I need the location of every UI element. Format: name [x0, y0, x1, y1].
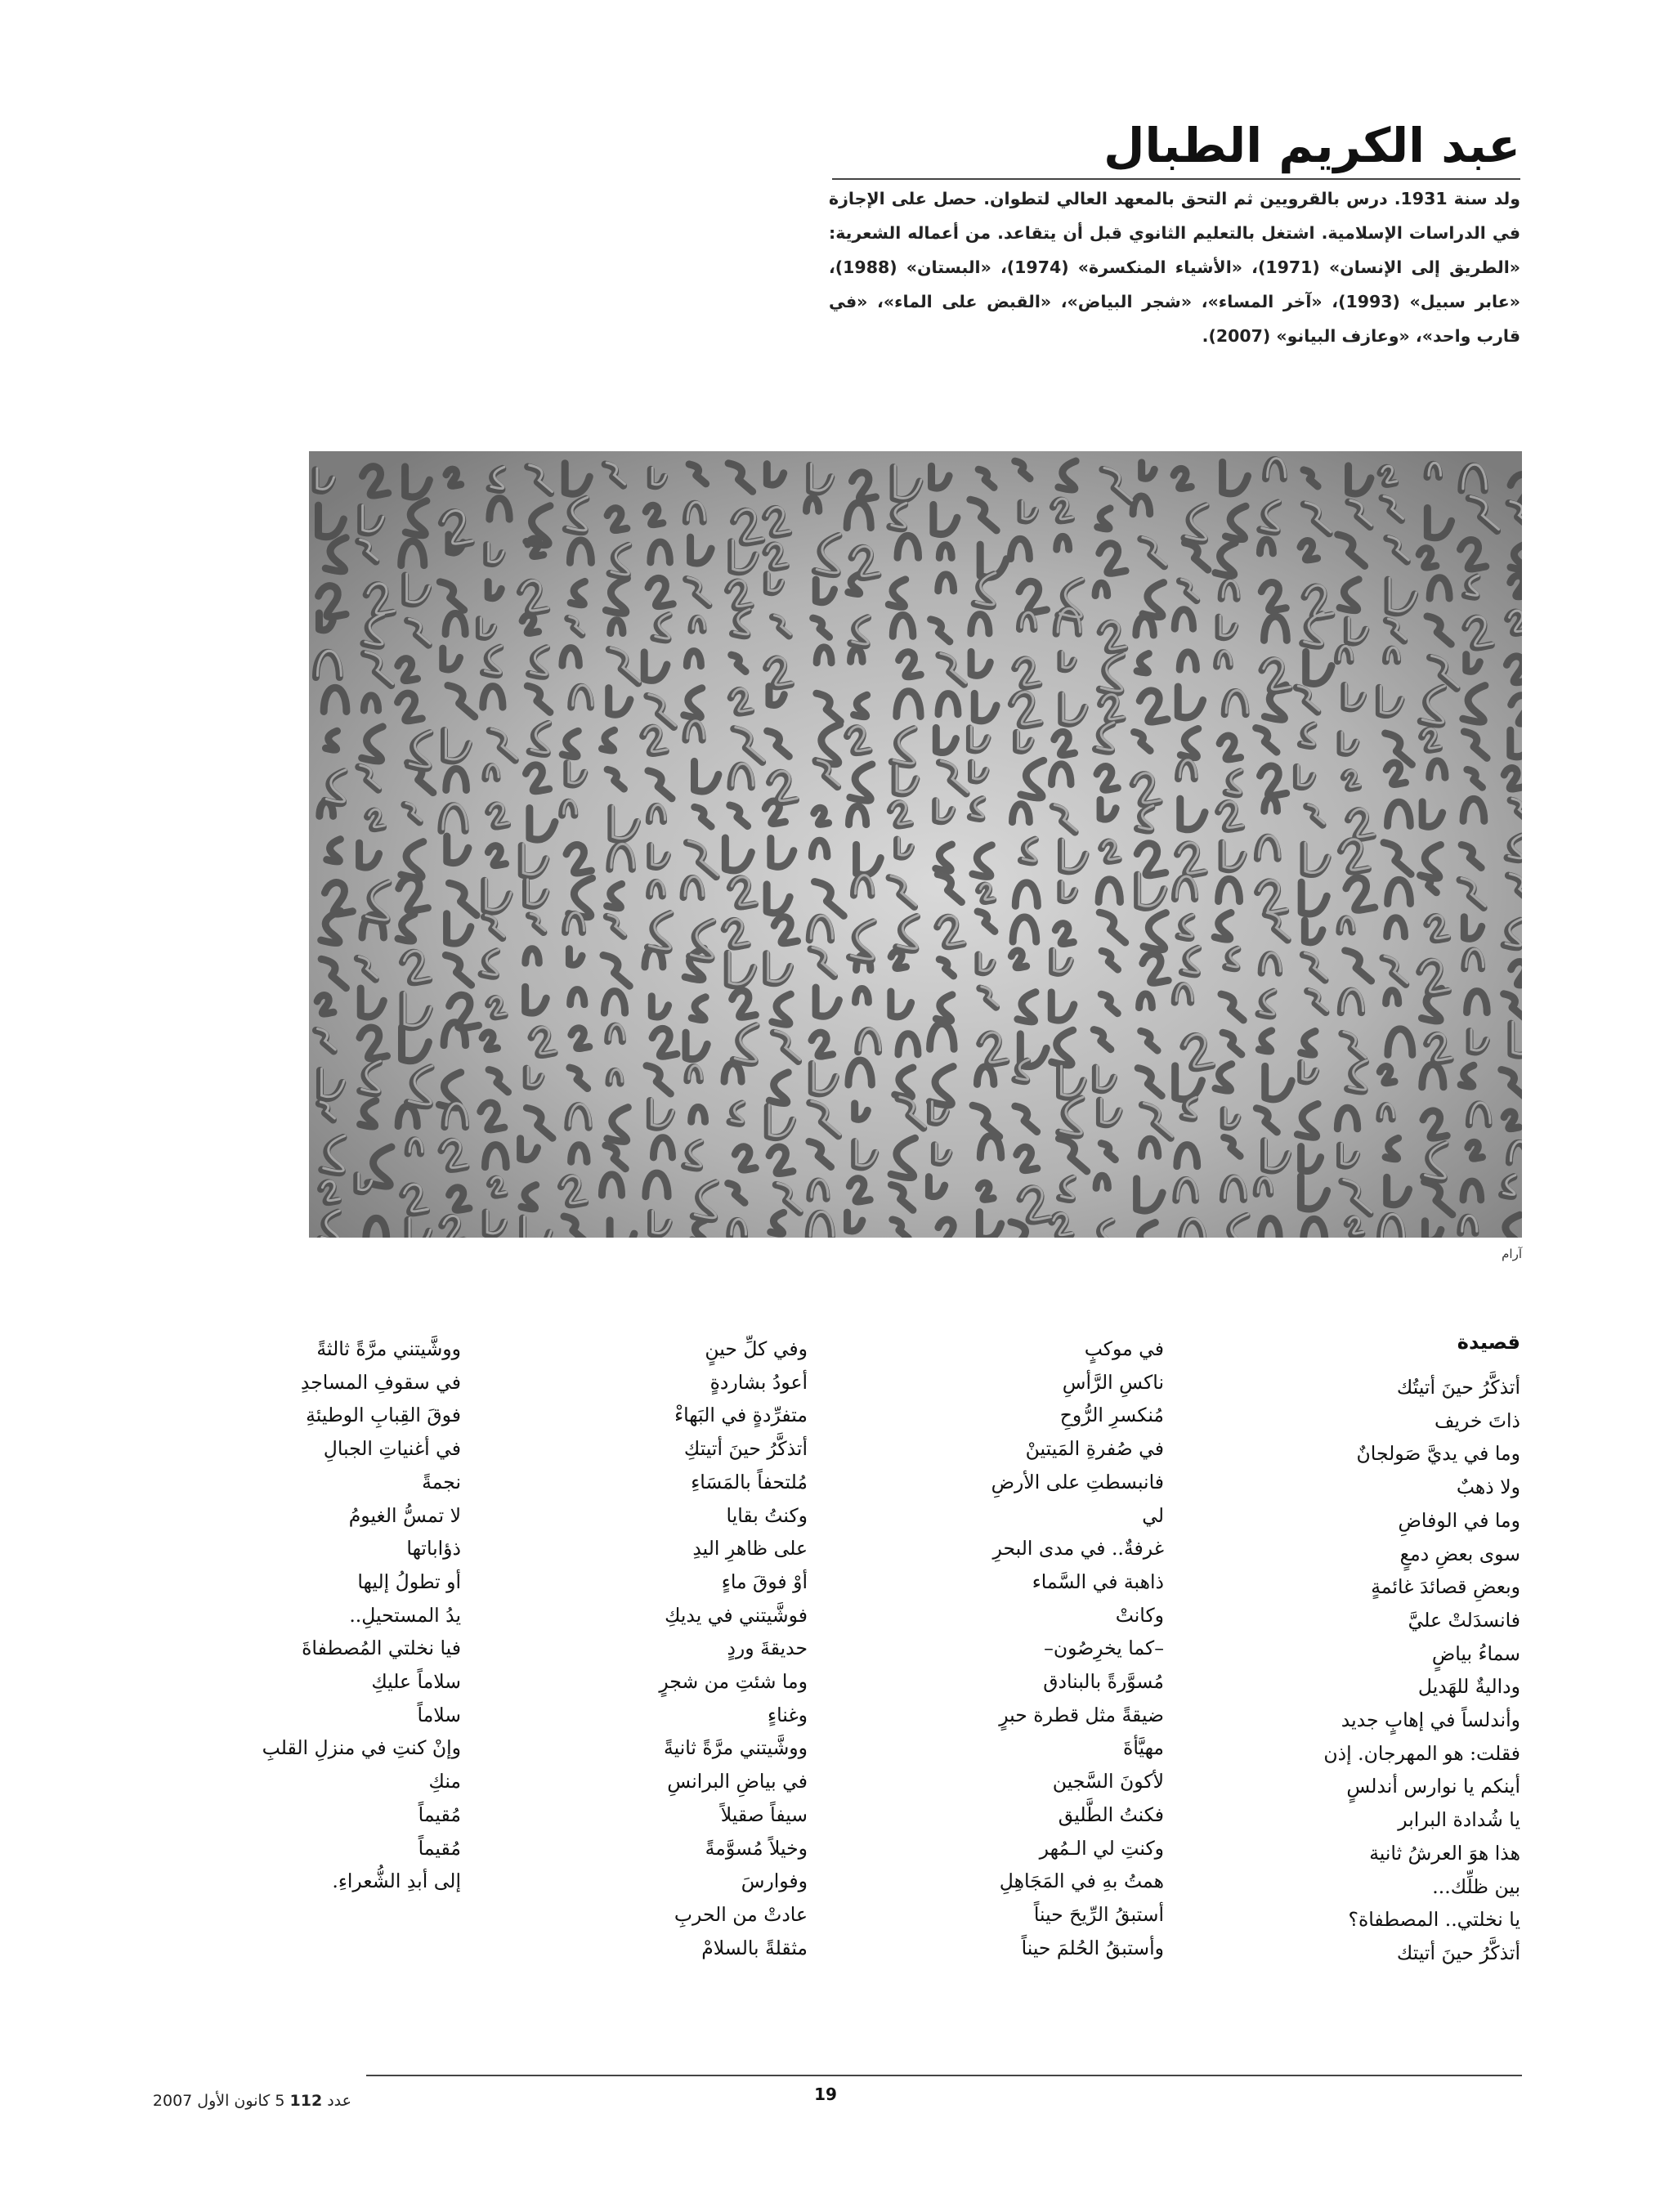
poem-line: لأكونَ السَّجين [1052, 1770, 1164, 1793]
poem-line: فوشَّيتني في يديكِ [665, 1603, 808, 1627]
poem-line: همتُ بهِ في المَجَاهِلِ [999, 1869, 1164, 1893]
poem-line: لا تمسُّ الغيومُ [348, 1503, 461, 1527]
poem-line: في موكبٍ [1084, 1337, 1164, 1360]
poem-line: مُقيماً [418, 1836, 461, 1860]
poem-line: يدُ المستحيلِ.. [349, 1603, 461, 1627]
poem-line: أتذكَّرُ حينَ أتيتكِ [683, 1437, 808, 1461]
artwork-caption: آرام [1502, 1247, 1522, 1261]
author-name: عبد الكريم الطبال [1103, 118, 1520, 173]
poem-line: متفرِّدةٍ في البَهاءْ [674, 1404, 808, 1427]
poem-line: أو تطولُ إليها [357, 1569, 461, 1593]
poem-line: وأستبقُ الحُلمَ حيناً [1021, 1936, 1164, 1959]
page-number: 19 [814, 2084, 837, 2104]
poem-line: مهيَّأةَ [1123, 1736, 1164, 1760]
poem-line: وما في يديَّ صَولجانٌ [1356, 1442, 1520, 1466]
poem-line: ناكسِ الرَّأسِ [1062, 1370, 1164, 1394]
poem-line: ذاهبة في السَّماء [1032, 1569, 1164, 1593]
poem-line: أوْ فوقَ ماءٍ [721, 1569, 808, 1593]
poem-line: حديقةَ وردٍ [727, 1637, 808, 1660]
issue-number: 112 [289, 2092, 323, 2110]
poem-line: وكنتُ بقايا [726, 1503, 808, 1527]
poem-line: فقلت: هو المهرجان. إذن [1323, 1741, 1520, 1765]
poem-line: عادتْ من الحربِ [674, 1902, 808, 1926]
poem-line: ذاتَ خريف [1435, 1408, 1520, 1432]
poem-line: –كما يخرِصُون– [1044, 1637, 1164, 1660]
calligraphy-artwork [309, 451, 1522, 1238]
poem-line: أتذكَّرُ حينَ أتيتك [1396, 1941, 1520, 1964]
poem-line: وغناءٍ [768, 1703, 808, 1726]
poem-line: في سقوفِ المساجدِ [300, 1370, 461, 1394]
poem-line: مُلتحفاً بالمَسَاءِ [691, 1470, 808, 1493]
calligraphy-stroke [814, 808, 829, 824]
poem-line: مُسوَّرةً بالبنادق [1043, 1670, 1164, 1694]
poem-line: ولا ذهبٌ [1456, 1475, 1520, 1499]
calligraphy-stroke [1380, 1067, 1394, 1083]
poem-column-4 [191, 1332, 461, 1898]
poem-line: ذؤاباتها [406, 1537, 461, 1560]
poem-line: وداليةٌ للهَديل [1417, 1675, 1520, 1699]
poem-line: وفوارسَ [741, 1869, 808, 1893]
poem-column-3 [538, 1332, 808, 1964]
poem-line: في بياضِ البرانسِ [667, 1770, 808, 1793]
poem-line: سلاماً عليكِ [371, 1670, 461, 1694]
poem-line: بين ظلِّك... [1432, 1874, 1520, 1898]
poem-line: وما شئتِ من شجرٍ [659, 1670, 808, 1694]
poem-line: في أغنياتِ الجبالِ [323, 1437, 461, 1461]
poem-line: فوقَ القِبابِ الوطيئةِ [306, 1404, 461, 1427]
poem-line: يا شُدادة البرابر [1398, 1808, 1520, 1832]
poem-line: في صُفرةِ المَيتينْ [1025, 1437, 1164, 1461]
poem-line: وكانتْ [1115, 1603, 1164, 1627]
poem-line: سيفاً صقيلاً [720, 1802, 808, 1826]
poem-line: فيا نخلتي المُصطفاةَ [302, 1637, 461, 1660]
poem-line: ووشَّيتني مرَّةً ثالثةً [316, 1337, 461, 1360]
poem-line: وكنتِ لي الـمُهر [1039, 1836, 1164, 1860]
poem-line: منكِ [428, 1770, 461, 1793]
poem-line: أتذكَّرُ حينَ أتيتُك [1396, 1376, 1520, 1399]
poem-line: نجمةً [422, 1470, 461, 1493]
poem-line: سوى بعضِ دمعٍ [1399, 1542, 1520, 1565]
poem-line: أعودُ بشاردةٍ [709, 1370, 808, 1394]
title-divider [832, 178, 1520, 180]
poem-line: هذا هوَ العرشُ ثانية [1369, 1841, 1520, 1865]
poem-line: لي [1142, 1503, 1164, 1527]
poem-line: مثقلةً بالسلامْ [701, 1936, 808, 1959]
poem-line: ضيقةً مثل قطرة حبرٍ [999, 1703, 1164, 1726]
poem-line: سماءُ بياضٍ [1431, 1641, 1520, 1665]
issue-date: 5 كانون الأول 2007 [152, 2092, 285, 2110]
issue-info [123, 2089, 351, 2112]
poem-line: يا نخلتي.. المصطفاة؟ [1348, 1908, 1520, 1932]
calligraphy-stroke [446, 469, 461, 486]
poem-line: فكنتُ الطَّليق [1058, 1802, 1164, 1826]
poem-line: وما في الوفاضِ [1398, 1508, 1520, 1532]
poem-line: ووشَّيتني مرَّةً ثانيةً [664, 1736, 808, 1760]
poem-column-1 [1251, 1371, 1520, 1970]
poem-line: فانسدَلتْ عليَّ [1408, 1608, 1520, 1632]
poem-line: مُقيماً [418, 1802, 461, 1826]
poem-line: وبعضِ قصائدَ غائمةٍ [1371, 1575, 1520, 1599]
footer-divider [366, 2075, 1522, 2076]
calligraphy-stroke [1468, 1142, 1483, 1158]
issue-label: عدد [327, 2092, 351, 2110]
poem-heading: قصيدة [1457, 1331, 1520, 1354]
poem-line: وخيلاً مُسوَّمةً [705, 1836, 808, 1860]
poem-line: أستبقُ الرِّيحَ حيناً [1033, 1902, 1164, 1926]
poem-line: غرفةٌ.. في مدى البحرِ [992, 1537, 1164, 1560]
poem-line: مُنكسرِ الرُّوحِ [1059, 1404, 1164, 1427]
poem-line: أينكم يا نوارس أندلسٍ [1346, 1775, 1520, 1798]
author-bio: ولد سنة 1931. درس بالقرويين ثم التحق بالمعهد العالي لتطوان. حصل على الإجازة في الدراسات الإسلامية. اشتغل بالتعليم الثانوي قبل أن يتقاعد. من أعماله الشعرية: «الطريق إلى الإنسان» (1971)، «الأشياء المنكسرة» (1974)، «البستان» (1988)، «عابر سبيل» (1993)، «آخر المساء»، «شجر البياض»، «القبض على الماء»، «في قارب واحد»، «وعازف البيانو» (2007). [829, 189, 1520, 346]
calligraphy-stroke [978, 1183, 993, 1199]
poem-line: وأندلساً في إهابٍ جديد [1341, 1708, 1520, 1732]
poem-line: وفي كلِّ حينٍ [705, 1337, 808, 1360]
poem-line: وإنْ كنتِ في منزلِ القلبِ [262, 1736, 461, 1760]
poem-line: على ظاهرِ اليدِ [692, 1537, 808, 1560]
poem-line: سلاماً [417, 1703, 461, 1726]
poem-column-2 [894, 1332, 1164, 1964]
poem-line: فانبسطتِ على الأرضِ [991, 1470, 1164, 1493]
poem-line: إلى أبدِ الشُّعراءِ. [332, 1869, 461, 1893]
